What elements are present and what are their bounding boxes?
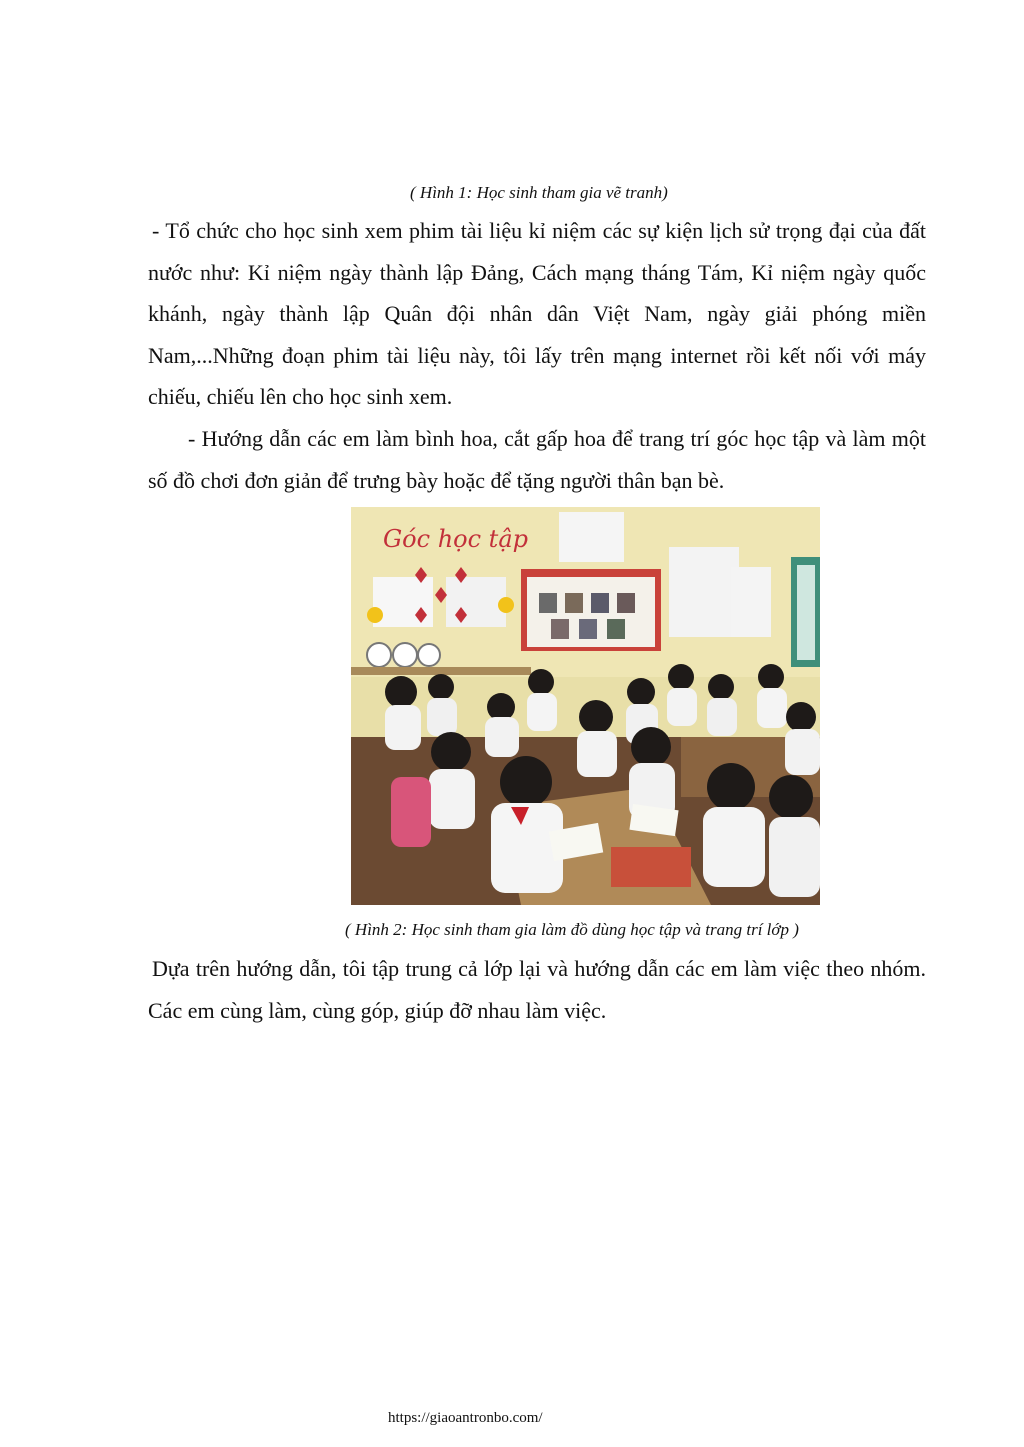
paragraph-decoration: - Hướng dẫn các em làm bình hoa, cắt gấp hoa để trang trí góc học tập và làm một số đồ chơi đơn giản để trưng bày hoặc để tặng người thân bạn bè. — [148, 426, 926, 493]
figure-2-caption: ( Hình 2: Học sinh tham gia làm đồ dùng học tập và trang trí lớp ) — [345, 920, 799, 939]
classroom-photo — [351, 507, 820, 905]
sign-text: Góc học tập — [383, 525, 528, 553]
footer-url: https://giaoantronbo.com/ — [388, 1410, 543, 1426]
paragraph-documentary: - Tổ chức cho học sinh xem phim tài liệu kỉ niệm các sự kiện lịch sử trọng đại của đất nước như: Kỉ niệm ngày thành lập Đảng, Cách mạng tháng Tám, Kỉ niệm ngày quốc khánh, ngày thành lập Quân đội nhân dân Việt Nam, ngày giải phóng miền Nam,...Những đoạn phim tài liệu này, tôi lấy trên mạng internet rồi kết nối với máy chiếu, chiếu lên cho học sinh xem. — [148, 218, 926, 409]
figure-1-caption: ( Hình 1: Học sinh tham gia vẽ tranh) — [410, 183, 668, 202]
paragraph-group-work: Dựa trên hướng dẫn, tôi tập trung cả lớp lại và hướng dẫn các em làm việc theo nhóm. Các em cùng làm, cùng góp, giúp đỡ nhau làm việc. — [148, 956, 926, 1023]
